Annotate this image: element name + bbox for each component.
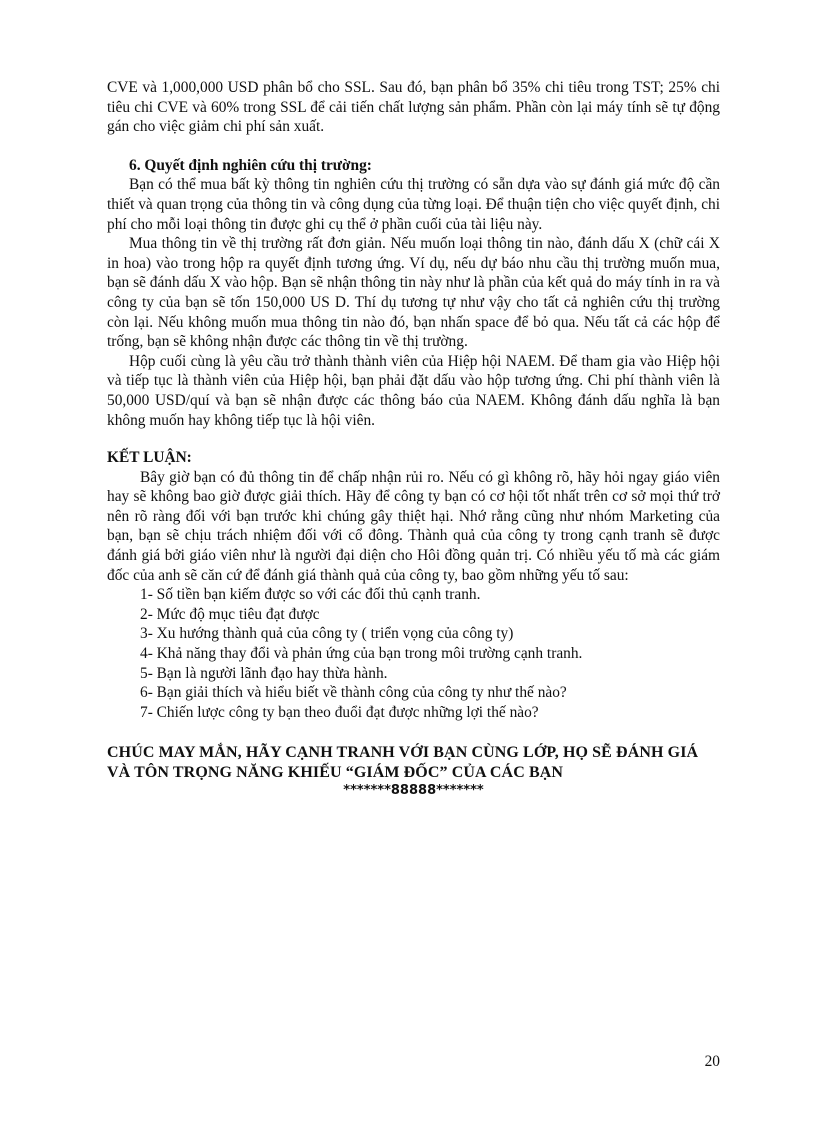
criteria-item: 5- Bạn là người lãnh đạo hay thừa hành.: [140, 664, 388, 682]
section-6-paragraph-1: Bạn có thể mua bất kỳ thông tin nghiên cứu thị trường có sẵn dựa vào sự đánh giá mức độ cần thiết và quan trọng của thông tin và công dụng của từng loại. Để thuận tiện cho việc quyết định, chi phí cho mỗi loại thông tin được ghi cụ thể ở phần cuối của tài liệu này.: [107, 176, 720, 233]
document-page: [107, 78, 720, 799]
criteria-item: 6- Bạn giải thích và hiểu biết về thành công của công ty như thế nào?: [140, 684, 567, 702]
section-6-paragraph-2: Mua thông tin về thị trường rất đơn giản. Nếu muốn loại thông tin nào, đánh dấu X (chữ cái X in hoa) vào trong hộp ra quyết định tương ứng. Ví dụ, nếu dự báo nhu cầu thị trường muốn mua, bạn sẽ đánh dấu X vào hộp. Bạn sẽ nhận thông tin này như là phần của kết quả do máy tính in ra và công ty của bạn sẽ tốn 150,000 US D. Thí dụ tương tự như vậy cho tất cả nghiên cứu thị trường còn lại. Nếu không muốn mua thông tin nào đó, bạn nhấn space để bỏ qua. Nếu tất cả các hộp để trống, bạn sẽ không nhận được các thông tin về thị trường.: [107, 235, 720, 351]
criteria-item: 2- Mức độ mục tiêu đạt được: [140, 605, 320, 623]
closing-line-2: VÀ TÔN TRỌNG NĂNG KHIẾU “GIÁM ĐỐC” CỦA CÁC BẠN: [107, 764, 564, 781]
page-number: 20: [704, 1053, 720, 1070]
closing-message: [107, 743, 720, 782]
criteria-item: 4- Khả năng thay đổi và phản ứng của bạn trong môi trường cạnh tranh.: [140, 645, 583, 663]
closing-stars: *******88888*******: [343, 782, 484, 798]
intro-paragraph: CVE và 1,000,000 USD phân bổ cho SSL. Sau đó, bạn phân bổ 35% chi tiêu trong TST; 25% chi tiêu chi CVE và 60% trong SSL để cải tiến chất lượng sản phẩm. Phần còn lại máy tính sẽ tự động gán cho việc giảm chi phí sản xuất.: [107, 79, 720, 136]
conclusion-heading: KẾT LUẬN:: [107, 449, 192, 467]
criteria-item: 1- Số tiền bạn kiếm được so với các đối thủ cạnh tranh.: [140, 586, 481, 604]
criteria-item: 3- Xu hướng thành quả của công ty ( triển vọng của công ty): [140, 625, 514, 643]
criteria-item: 7- Chiến lược công ty bạn theo đuổi đạt được những lợi thế nào?: [140, 703, 539, 721]
closing-line-1: CHÚC MAY MẮN, HÃY CẠNH TRANH VỚI BẠN CÙNG LỚP, HỌ SẼ ĐÁNH GIÁ: [107, 744, 699, 762]
section-6-heading: 6. Quyết định nghiên cứu thị trường:: [129, 156, 372, 174]
evaluation-criteria-list: [107, 585, 720, 722]
section-6-paragraph-3: Hộp cuối cùng là yêu cầu trở thành thành viên của Hiệp hội NAEM. Để tham gia vào Hiệp hội và tiếp tục là thành viên của Hiệp hội, bạn phải đặt dấu vào hộp tương ứng. Chi phí thành viên là 50,000 USD/quí và bạn sẽ nhận được các thông báo của NAEM. Không đánh dấu nghĩa là bạn không muốn hay không tiếp tục là hội viên.: [107, 352, 720, 429]
conclusion-paragraph: Bây giờ bạn có đủ thông tin để chấp nhận rủi ro. Nếu có gì không rõ, hãy hỏi ngay giáo viên hay sẽ không bao giờ được giải thích. Hãy để công ty bạn có cơ hội tốt nhất trên cơ sở mọi thứ trở nên rõ ràng đối với bạn trước khi chúng gây thiệt hại. Nhớ rằng cũng như nhóm Marketing của bạn, bạn sẽ chịu trách nhiệm đối với cổ đông. Thành quả của công ty trong cạnh tranh sẽ được đánh giá bởi giáo viên như là người đại diện cho Hôi đồng quản trị. Có nhiều yếu tố mà các giám đốc của anh sẽ căn cứ để đánh giá thành quả của công ty, bao gồm những yếu tố sau:: [107, 468, 720, 584]
